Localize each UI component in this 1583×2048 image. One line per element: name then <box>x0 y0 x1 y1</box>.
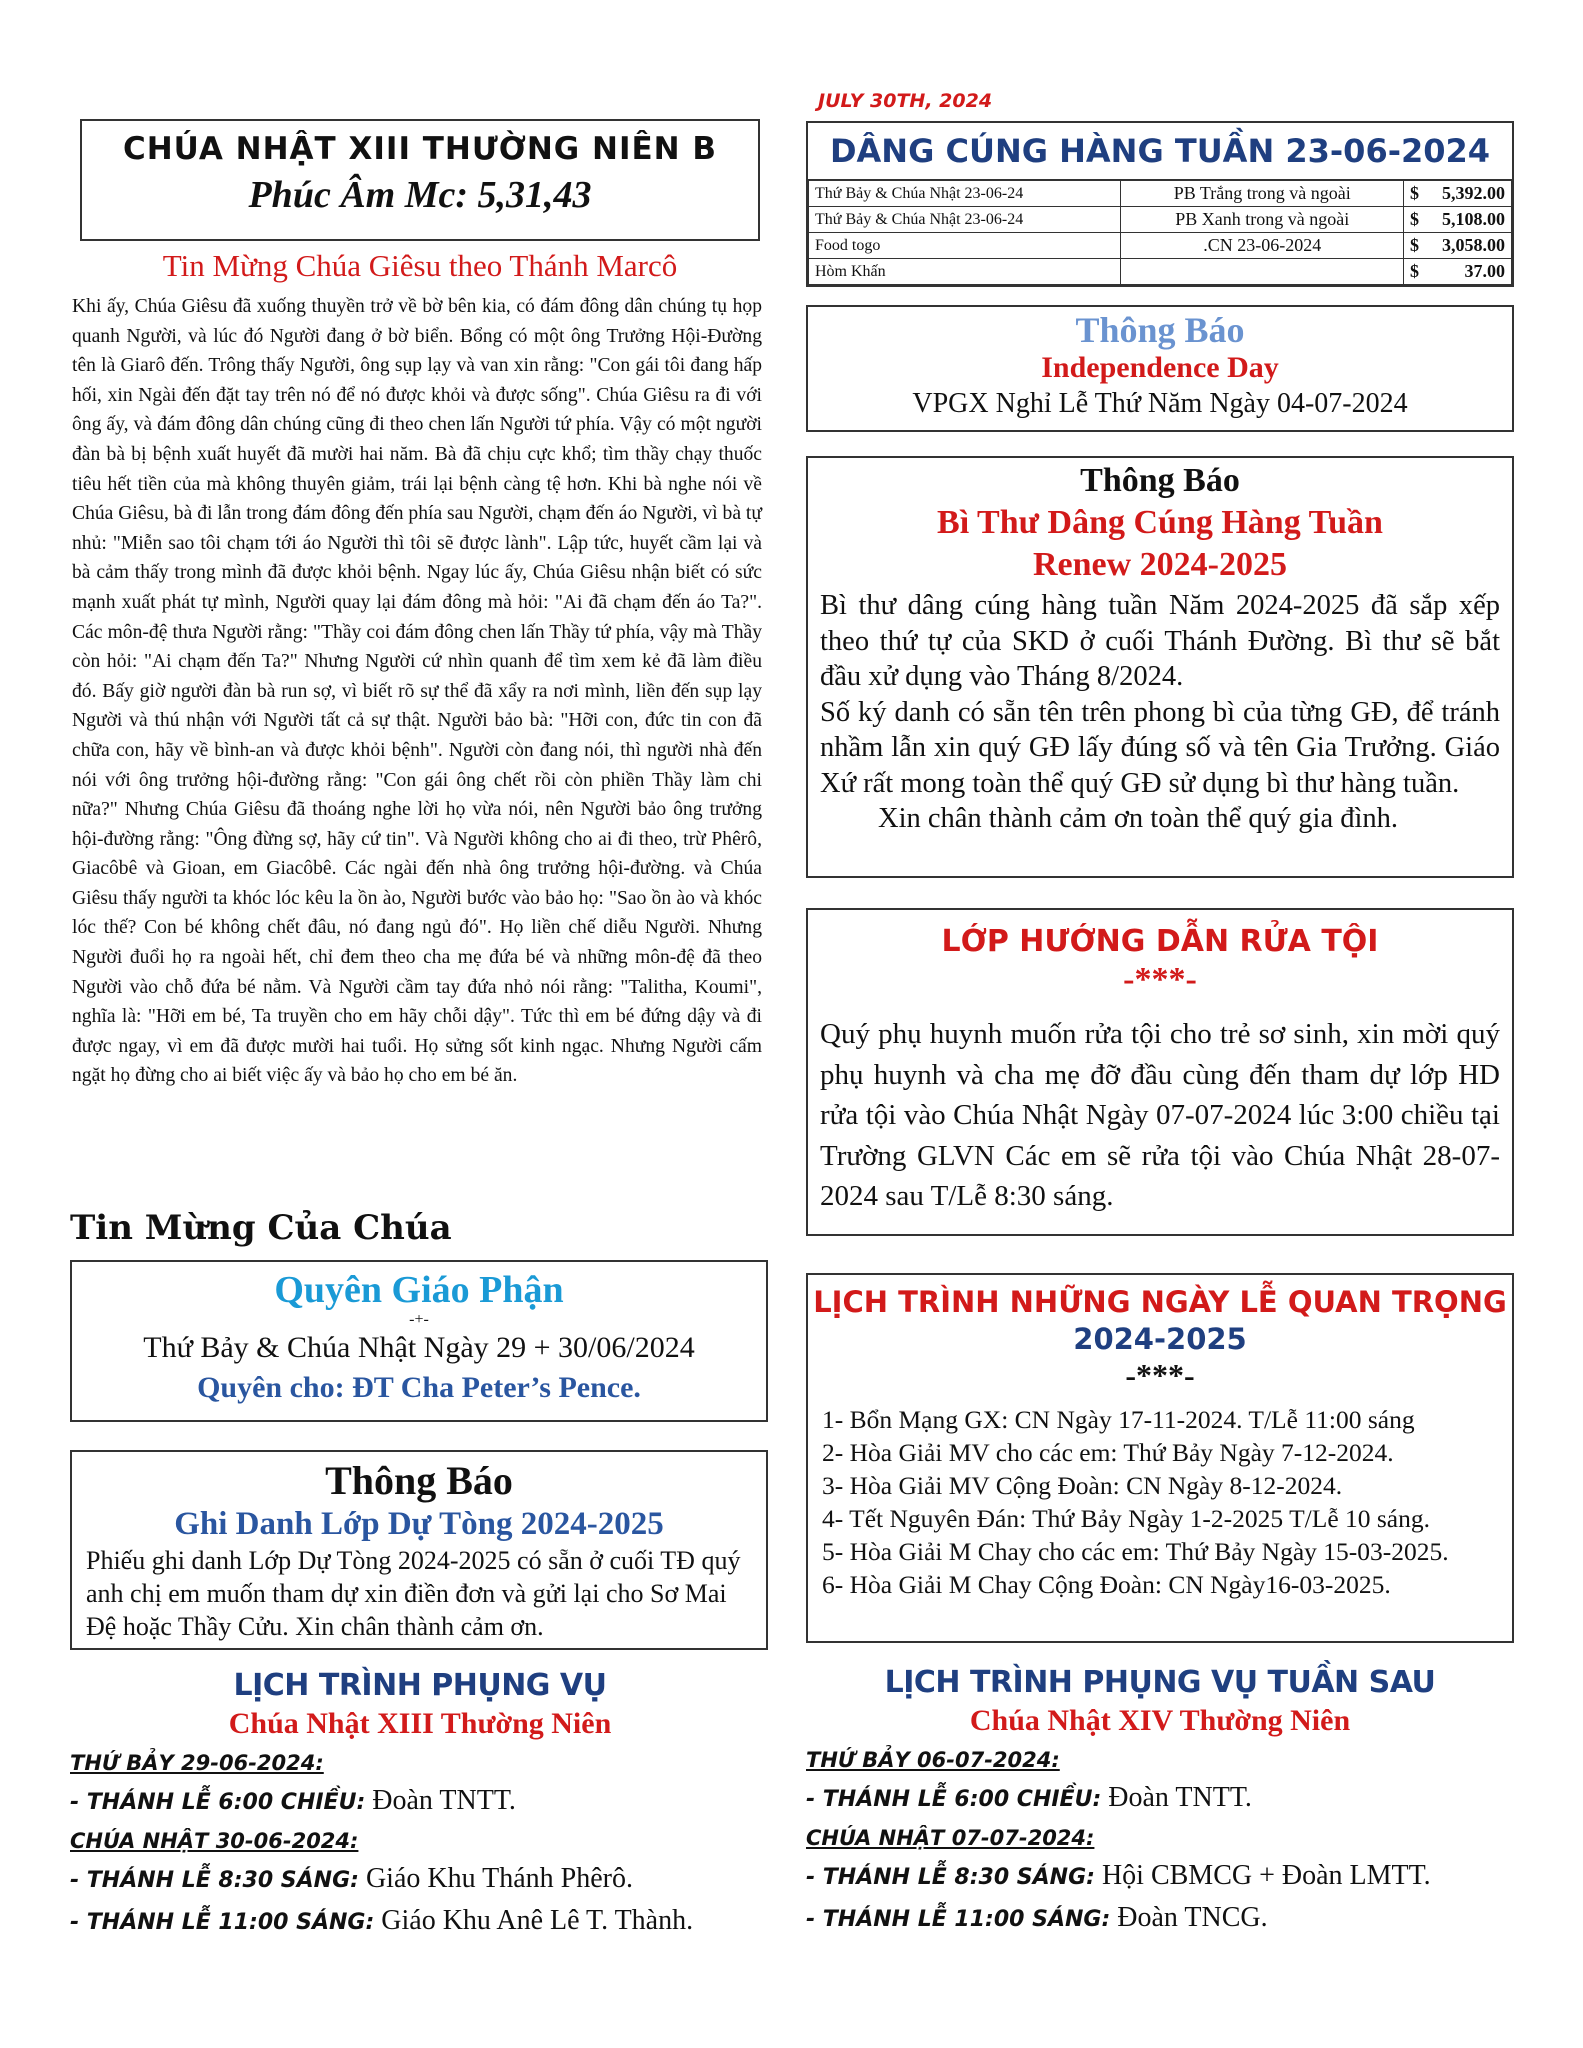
offering-currency: $ <box>1404 259 1436 285</box>
collection-title: Quyên Giáo Phận <box>274 1269 564 1311</box>
offering-row <box>809 259 1512 285</box>
baptism-box <box>806 908 1514 1236</box>
mass-time-label: - THÁNH LỄ 6:00 CHIỀU: <box>806 1787 1102 1812</box>
liturgy-schedule-current <box>70 1668 770 1943</box>
offering-currency: $ <box>1404 207 1436 233</box>
schedule-row <box>70 1859 770 1901</box>
issue-date: JULY 30TH, 2024 <box>818 90 993 112</box>
offering-description: PB Trắng trong và ngoài <box>1121 181 1404 207</box>
offering-description <box>1121 259 1404 285</box>
mass-time-label: - THÁNH LỄ 11:00 SÁNG: <box>806 1907 1111 1932</box>
feast-item: 4- Tết Nguyên Đán: Thứ Bảy Ngày 1-2-2025 T/Lễ 10 sáng. <box>822 1504 1431 1533</box>
feast-item: 5- Hòa Giải M Chay cho các em: Thứ Bảy Ngày 15-03-2025. <box>822 1537 1449 1566</box>
offering-amount: 5,108.00 <box>1436 207 1512 233</box>
independence-title: Thông Báo <box>1075 310 1245 350</box>
offering-row <box>809 233 1512 259</box>
mass-time-label: - THÁNH LỄ 8:30 SÁNG: <box>70 1868 359 1893</box>
offering-row <box>809 207 1512 233</box>
offering-table <box>808 180 1512 285</box>
collection-date: Thứ Bảy & Chúa Nhật Ngày 29 + 30/06/2024 <box>143 1331 695 1364</box>
mass-group: Đoàn TNTT. <box>372 1785 516 1816</box>
schedule-row <box>70 1901 770 1943</box>
mass-group: Đoàn TNTT. <box>1108 1782 1252 1813</box>
schedule-row <box>806 1856 1514 1898</box>
feasts-box <box>806 1273 1514 1643</box>
schedule-day-sunday: CHÚA NHẬT 30-06-2024: <box>70 1829 359 1853</box>
mass-group: Giáo Khu Anê Lê T. Thành. <box>381 1905 694 1936</box>
schedule-row <box>806 1898 1514 1940</box>
feast-item: 6- Hòa Giải M Chay Cộng Đoàn: CN Ngày16-03-2025. <box>822 1570 1391 1599</box>
feast-item: 3- Hòa Giải MV Cộng Đoàn: CN Ngày 8-12-2024. <box>822 1471 1343 1500</box>
offering-amount: 37.00 <box>1436 259 1512 285</box>
offering-description: .CN 23-06-2024 <box>1121 233 1404 259</box>
mass-time-label: - THÁNH LỄ 8:30 SÁNG: <box>806 1865 1095 1890</box>
schedule-next-title: LỊCH TRÌNH PHỤNG VỤ TUẦN SAU <box>884 1665 1436 1700</box>
envelope-renew: Renew 2024-2025 <box>1032 546 1288 583</box>
envelope-title: Thông Báo <box>1080 462 1240 499</box>
collection-box <box>70 1260 768 1422</box>
schedule-subtitle: Chúa Nhật XIII Thường Niên <box>228 1707 612 1740</box>
baptism-stars: -***- <box>1123 961 1197 998</box>
schedule-next-day-sunday: CHÚA NHẬT 07-07-2024: <box>806 1826 1095 1850</box>
mass-time-label: - THÁNH LỄ 11:00 SÁNG: <box>70 1910 375 1935</box>
schedule-row <box>806 1778 1514 1820</box>
offering-amount: 3,058.00 <box>1436 233 1512 259</box>
schedule-title: LỊCH TRÌNH PHỤNG VỤ <box>233 1668 607 1703</box>
title-box <box>80 119 760 241</box>
offering-title: DÂNG CÚNG HÀNG TUẦN 23-06-2024 <box>808 123 1512 180</box>
feast-item: 2- Hòa Giải MV cho các em: Thứ Bảy Ngày 7-12-2024. <box>822 1438 1394 1467</box>
liturgy-schedule-next <box>806 1665 1514 1940</box>
envelope-para-2: Số ký danh có sẵn tên trên phong bì của từng GĐ, để tránh nhầm lẫn xin quý GĐ lấy đúng số và tên Gia Trưởng. Giáo Xứ rất mong toàn thể quý GĐ sử dụng bì thư hàng tuần. <box>820 696 1500 799</box>
gospel-closing: Tin Mừng Của Chúa <box>70 1208 452 1248</box>
offering-label: Thứ Bảy & Chúa Nhật 23-06-24 <box>809 207 1121 233</box>
envelope-thanks: Xin chân thành cảm ơn toàn thể quý gia đình. <box>878 803 1399 834</box>
mass-group: Đoàn TNCG. <box>1117 1902 1268 1933</box>
gospel-heading: Tin Mừng Chúa Giêsu theo Thánh Marcô <box>162 248 678 283</box>
independence-box <box>806 305 1514 432</box>
offering-label: Hòm Khấn <box>809 259 1121 285</box>
collection-purpose: Quyên cho: ĐT Cha Peter’s Pence. <box>197 1371 641 1404</box>
gospel-text: Khi ấy, Chúa Giêsu đã xuống thuyền trở về bờ bên kia, có đám đông dân chúng tụ họp quanh Người, và lúc đó Người đang ở bờ biển. Bổng có một ông Trưởng Hội-Đường tên là Giarô đến. Trông thấy Người, ông sụp lạy và van xin rằng: "Con gái tôi đang hấp hối, xin Ngài đến đặt tay trên nó để nó được khỏi và được sống". Chúa Giêsu ra đi với ông ấy, và đám đông dân chúng cũng đi theo chen lấn Người tứ phía. Vậy có một người đàn bà bị bệnh xuất huyết đã mười hai năm. Bà đã chịu cực khổ; tìm thầy chạy thuốc tiêu hết tiền của mà không thuyên giảm, trái lại bệnh càng tệ hơn. Khi bà nghe nói về Chúa Giêsu, bà đi lẫn trong đám đông đến phía sau Người, chạm đến áo Người, vì bà tự nhủ: "Miễn sao tôi chạm tới áo Người thì tôi sẽ được lành". Lập tức, huyết cầm lại và bà cảm thấy trong mình đã được khỏi bệnh. Ngay lúc ấy, Chúa Giêsu nhận biết có sức mạnh xuất phát tự mình, Người quay lại đám đông mà hỏi: "Ai đã chạm đến áo Ta?". Các môn-đệ thưa Người rằng: "Thầy coi đám đông chen lấn Thầy tứ phía, vậy mà Thầy còn hỏi: "Ai chạm đến Ta?" Nhưng Người cứ nhìn quanh để tìm xem kẻ đã làm điều đó. Bấy giờ người đàn bà run sợ, vì biết rõ sự thể đã xẩy ra nơi mình, liền đến sụp lạy Người và thú nhận với Người tất cả sự thật. Người bảo bà: "Hỡi con, đức tin con đã chữa con, hãy về bình-an và được khỏi bệnh". Người còn đang nói, thì người nhà đến nói với ông trưởng hội-đường rằng: "Con gái ông chết rồi còn phiền Thầy làm chi nữa?" Nhưng Chúa Giêsu đã thoáng nghe lời họ vừa nói, nên Người bảo ông trưởng hội-đường rằng: "Ông đừng sợ, hãy cứ tin". Và Người không cho ai đi theo, trừ Phêrô, Giacôbê và Gioan, em Giacôbê. Các ngài đến nhà ông trưởng hội-đường. và Chúa Giêsu thấy người ta khóc lóc kêu la ồn ào, Người bước vào bảo họ: "Sao ồn ào và khóc lóc thế? Con bé không chết đâu, nó đang ngủ đó". Họ liền chế diễu Người. Nhưng Người đuổi họ ra ngoài hết, chỉ đem theo cha mẹ đứa bé và những môn-đệ đã theo Người vào chỗ đứa bé nằm. Và Người cầm tay đứa nhỏ nói rằng: "Talitha, Koumi", nghĩa là: "Hỡi em bé, Ta truyền cho em hãy chỗi dậy". Tức thì em bé đứng dậy và đi được ngay, vì em đã được mười hai tuổi. Họ sửng sốt kinh ngạc. Nhưng Người cấm ngặt họ đừng cho ai biết việc ấy và bảo họ cho em bé ăn. <box>72 296 762 1087</box>
offering-label: Thứ Bảy & Chúa Nhật 23-06-24 <box>809 181 1121 207</box>
offering-description: PB Xanh trong và ngoài <box>1121 207 1404 233</box>
feasts-list <box>822 1403 1512 1601</box>
envelope-para-1: Bì thư dâng cúng hàng tuần Năm 2024-2025 đã sắp xếp theo thứ tự của SKD ở cuối Thánh Đường. Bì thư sẽ bắt đầu xử dụng vào Tháng 8/2024. <box>820 590 1500 692</box>
feasts-year: 2024-2025 <box>1073 1322 1247 1356</box>
offering-currency: $ <box>1404 181 1436 207</box>
offering-currency: $ <box>1404 233 1436 259</box>
offering-label: Food togo <box>809 233 1121 259</box>
collection-separator: -+- <box>409 1311 429 1328</box>
schedule-day-saturday: THỨ BẢY 29-06-2024: <box>70 1751 324 1775</box>
mass-time-label: - THÁNH LỄ 6:00 CHIỀU: <box>70 1790 366 1815</box>
confirmation-subtitle: Ghi Danh Lớp Dự Tòng 2024-2025 <box>174 1506 664 1542</box>
baptism-title: LỚP HƯỚNG DẪN RỬA TỘI <box>941 924 1379 959</box>
independence-body: VPGX Nghỉ Lễ Thứ Năm Ngày 04-07-2024 <box>912 388 1408 419</box>
envelope-subtitle: Bì Thư Dâng Cúng Hàng Tuần <box>937 504 1383 541</box>
offering-box <box>806 121 1514 287</box>
schedule-next-subtitle: Chúa Nhật XIV Thường Niên <box>969 1704 1351 1737</box>
feasts-stars: -***- <box>1125 1357 1195 1393</box>
mass-group: Giáo Khu Thánh Phêrô. <box>365 1863 633 1894</box>
offering-row <box>809 181 1512 207</box>
confirmation-title: Thông Báo <box>325 1458 513 1503</box>
confirmation-box <box>70 1450 768 1650</box>
feast-item: 1- Bổn Mạng GX: CN Ngày 17-11-2024. T/Lễ 11:00 sáng <box>822 1405 1415 1434</box>
schedule-row <box>70 1781 770 1823</box>
offering-amount: 5,392.00 <box>1436 181 1512 207</box>
gospel-reference: Phúc Âm Mc: 5,31,43 <box>248 174 592 216</box>
schedule-next-day-saturday: THỨ BẢY 06-07-2024: <box>806 1748 1060 1772</box>
mass-group: Hội CBMCG + Đoàn LMTT. <box>1101 1860 1431 1891</box>
baptism-body: Quý phụ huynh muốn rửa tội cho trẻ sơ sinh, xin mời quý phụ huynh và cha mẹ đỡ đầu cùng đến tham dự lớp HD rửa tội vào Chúa Nhật Ngày 07-07-2024 lúc 3:00 chiều tại Trường GLVN Các em sẽ rửa tội vào Chúa Nhật 28-07-2024 sau T/Lễ 8:30 sáng. <box>820 1018 1500 1212</box>
envelope-box <box>806 456 1514 878</box>
independence-subtitle: Independence Day <box>1041 351 1279 384</box>
feasts-title: LỊCH TRÌNH NHỮNG NGÀY LỄ QUAN TRỌNG <box>813 1285 1507 1319</box>
page-title: CHÚA NHẬT XIII THƯỜNG NIÊN B <box>122 131 718 167</box>
confirmation-body: Phiếu ghi danh Lớp Dự Tòng 2024-2025 có sẵn ở cuối TĐ quý anh chị em muốn tham dự xin điền đơn và gửi lại cho Sơ Mai Đệ hoặc Thầy Cửu. Xin chân thành cảm ơn. <box>86 1546 741 1641</box>
